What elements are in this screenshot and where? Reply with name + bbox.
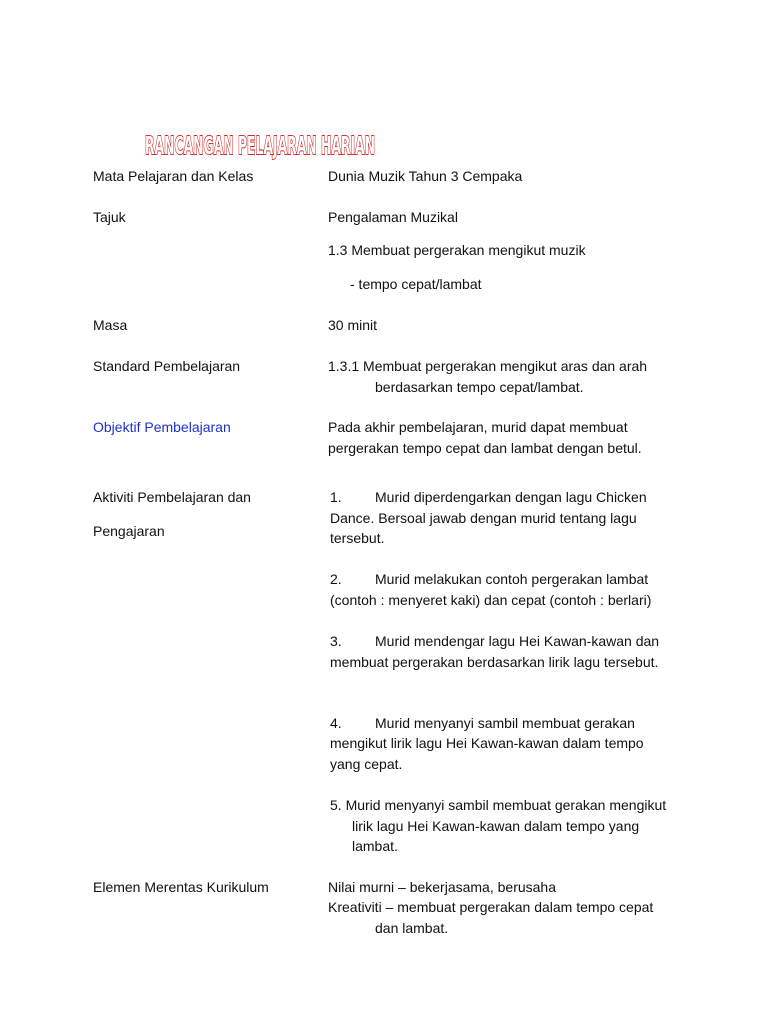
learning-standard-line-2: berdasarkan tempo cepat/lambat. — [375, 379, 584, 395]
learning-objective-line-2: pergerakan tempo cepat dan lambat dengan betul. — [328, 440, 642, 456]
activities-label-line-1: Aktiviti Pembelajaran dan — [93, 489, 251, 505]
activity-3-line-2: membuat pergerakan berdasarkan lirik lagu tersebut. — [330, 654, 659, 670]
activity-4-line-1: Murid menyanyi sambil membuat gerakan — [375, 715, 635, 731]
subject-class-label: Mata Pelajaran dan Kelas — [93, 168, 254, 184]
duration-label: Masa — [93, 317, 128, 333]
title-wordart — [145, 127, 377, 161]
activity-4-line-3: yang cepat. — [330, 756, 403, 772]
activities-label-line-2: Pengajaran — [93, 523, 165, 539]
learning-objective-label: Objektif Pembelajaran — [93, 419, 231, 435]
learning-standard-line-1: 1.3.1 Membuat pergerakan mengikut aras dan arah — [328, 358, 648, 374]
duration-value: 30 minit — [328, 317, 378, 333]
topic-value: Pengalaman Muzikal — [328, 209, 458, 225]
cross-curricular-line-2: Kreativiti – membuat pergerakan dalam tempo cepat — [328, 899, 654, 915]
subject-class-value: Dunia Muzik Tahun 3 Cempaka — [328, 168, 523, 184]
title-text: RANCANGAN PELAJARAN HARIAN — [145, 131, 375, 160]
activity-1-line-1: Murid diperdengarkan dengan lagu Chicken — [375, 489, 647, 505]
activity-1-line-3: tersebut. — [330, 530, 385, 546]
activity-2-line-2: (contoh : menyeret kaki) dan cepat (contoh : berlari) — [330, 592, 652, 608]
activity-4-line-2: mengikut lirik lagu Hei Kawan-kawan dalam tempo — [330, 735, 644, 751]
learning-objective-line-1: Pada akhir pembelajaran, murid dapat membuat — [328, 419, 628, 435]
topic-label: Tajuk — [93, 209, 126, 225]
activity-1-line-2: Dance. Bersoal jawab dengan murid tentang lagu — [330, 510, 637, 526]
activity-5-line-3: lambat. — [352, 838, 398, 854]
activity-2-line-1: Murid melakukan contoh pergerakan lambat — [375, 571, 649, 587]
topic-subtopic: 1.3 Membuat pergerakan mengikut muzik — [328, 242, 586, 258]
activity-3-number: 3. — [330, 633, 342, 649]
activity-4-number: 4. — [330, 715, 342, 731]
topic-tempo: - tempo cepat/lambat — [350, 276, 482, 292]
learning-standard-label: Standard Pembelajaran — [93, 358, 241, 374]
document-title — [145, 127, 377, 161]
activity-3-line-1: Murid mendengar lagu Hei Kawan-kawan dan — [375, 633, 660, 649]
cross-curricular-line-1: Nilai murni – bekerjasama, berusaha — [328, 879, 556, 895]
activity-5-line-1: 5. Murid menyanyi sambil membuat gerakan mengikut — [330, 797, 667, 813]
activity-1-number: 1. — [330, 489, 342, 505]
activity-2-number: 2. — [330, 571, 342, 587]
cross-curricular-label: Elemen Merentas Kurikulum — [93, 879, 269, 895]
cross-curricular-line-3: dan lambat. — [375, 920, 449, 936]
activity-5-line-2: lirik lagu Hei Kawan-kawan dalam tempo yang — [352, 818, 640, 834]
